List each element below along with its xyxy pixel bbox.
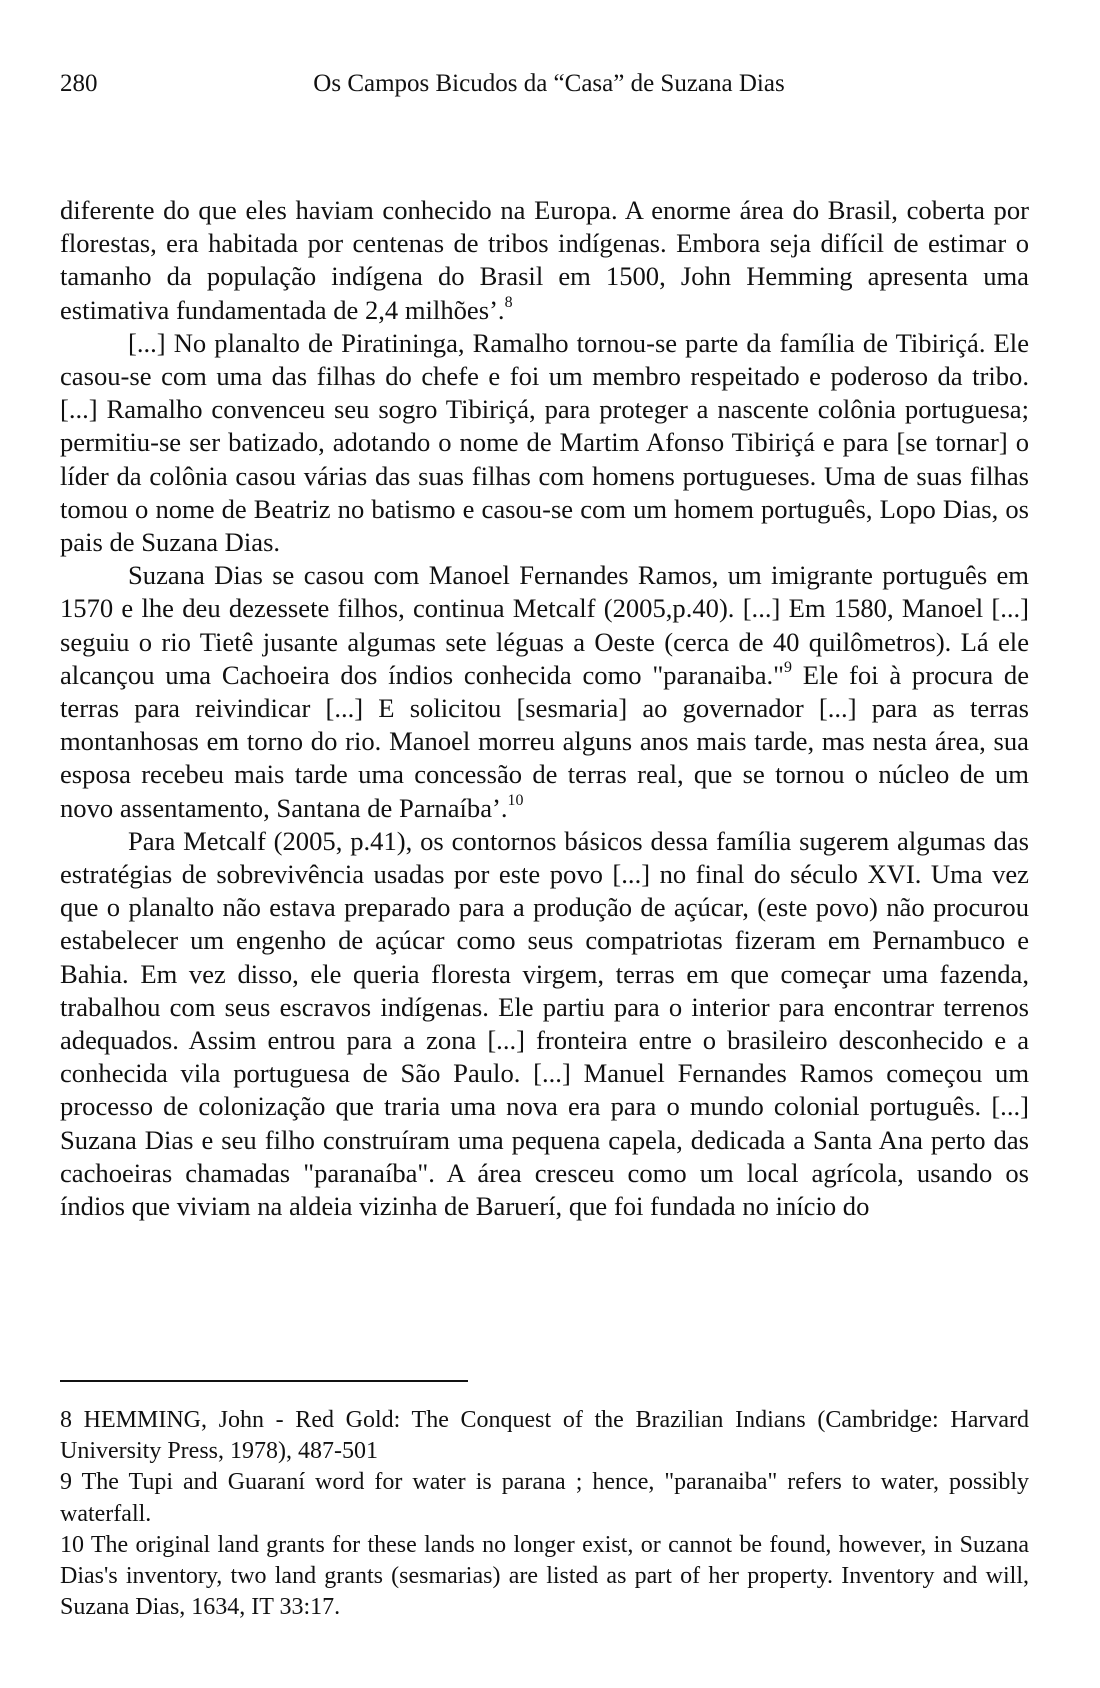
running-title: Os Campos Bicudos da “Casa” de Suzana Dias — [313, 70, 785, 97]
paragraph-1 — [60, 194, 1029, 327]
footnote-9: 9 The Tupi and Guaraní word for water is parana ; hence, "paranaiba" refers to water, possibly waterfall. — [60, 1469, 1029, 1527]
footnote-ref-10: 10 — [507, 791, 524, 809]
footnote-10: 10 The original land grants for these lands no longer exist, or cannot be found, however, in Suzana Dias's inventory, two land grants (sesmarias) are listed as part of her property. Inventory and will, Suzana Dias, 1634, IT 33:17. — [60, 1531, 1029, 1621]
page-header — [60, 66, 1038, 102]
footnote-ref-8: 8 — [504, 293, 513, 311]
page-number: 280 — [60, 70, 98, 97]
paragraph-3-text-b: Ele foi à procura de terras para reivindicar [...] E solicitou [sesmaria] ao governador [...] para as terras montanhosas em torno do rio. Manoel morreu alguns anos mais tarde, mas nesta área, sua esposa recebeu mais tarde uma concessão de terras real, que se tornou o núcleo de um novo assentamento, Santana de Parnaíba’. — [60, 659, 1029, 823]
footnotes — [60, 1405, 1029, 1623]
paragraph-3 — [60, 559, 1029, 825]
body-text — [60, 194, 1029, 1223]
paragraph-1-text: diferente do que eles haviam conhecido na Europa. A enorme área do Brasil, coberta por florestas, era habitada por centenas de tribos indígenas. Embora seja difícil de estimar o tamanho da população indígena do Brasil em 1500, John Hemming apresenta uma estimativa fundamentada de 2,4 milhões’. — [60, 195, 1029, 325]
footnote-8: 8 HEMMING, John - Red Gold: The Conquest of the Brazilian Indians (Cambridge: Harvard University Press, 1978), 487-501 — [60, 1407, 1029, 1465]
footnote-ref-9: 9 — [784, 658, 793, 676]
footnote-separator — [60, 1380, 468, 1382]
paragraph-4: Para Metcalf (2005, p.41), os contornos básicos dessa família sugerem algumas das estratégias de sobrevivência usadas por este povo [...] no final do século XVI. Uma vez que o planalto não estava preparado para a produção de açúcar, (este povo) não procurou estabelecer um engenho de açúcar como seus compatriotas fizeram em Pernambuco e Bahia. Em vez disso, ele queria floresta virgem, terras em que começar uma fazenda, trabalhou com seus escravos indígenas. Ele partiu para o interior para encontrar terrenos adequados. Assim entrou para a zona [...] fronteira entre o brasileiro desconhecido e a conhecida vila portuguesa de São Paulo. [...] Manuel Fernandes Ramos começou um processo de colonização que traria uma nova era para o mundo colonial português. [...] Suzana Dias e seu filho construíram uma pequena capela, dedicada a Santa Ana perto das cachoeiras chamadas "paranaíba". A área cresceu como um local agrícola, usando os índios que viviam na aldeia vizinha de Baruerí, que foi fundada no início do — [60, 825, 1029, 1222]
paragraph-3-text-a: Suzana Dias se casou com Manoel Fernandes Ramos, um imigrante português em 1570 e lhe deu dezessete filhos, continua Metcalf (2005,p.40). [...] Em 1580, Manoel [...] seguiu o rio Tietê jusante algumas sete léguas a Oeste (cerca de 40 quilômetros). Lá ele alcançou uma Cachoeira dos índios conhecida como "paranaiba." — [60, 560, 1029, 690]
paragraph-2: [...] No planalto de Piratininga, Ramalho tornou-se parte da família de Tibiriçá. Ele casou-se com uma das filhas do chefe e foi um membro respeitado e poderoso da tribo. [...] Ramalho convenceu seu sogro Tibiriçá, para proteger a nascente colônia portuguesa; permitiu-se ser batizado, adotando o nome de Martim Afonso Tibiriçá e para [se tornar] o líder da colônia casou várias das suas filhas com homens portugueses. Uma de suas filhas tomou o nome de Beatriz no batismo e casou-se com um homem português, Lopo Dias, os pais de Suzana Dias. — [60, 327, 1029, 558]
